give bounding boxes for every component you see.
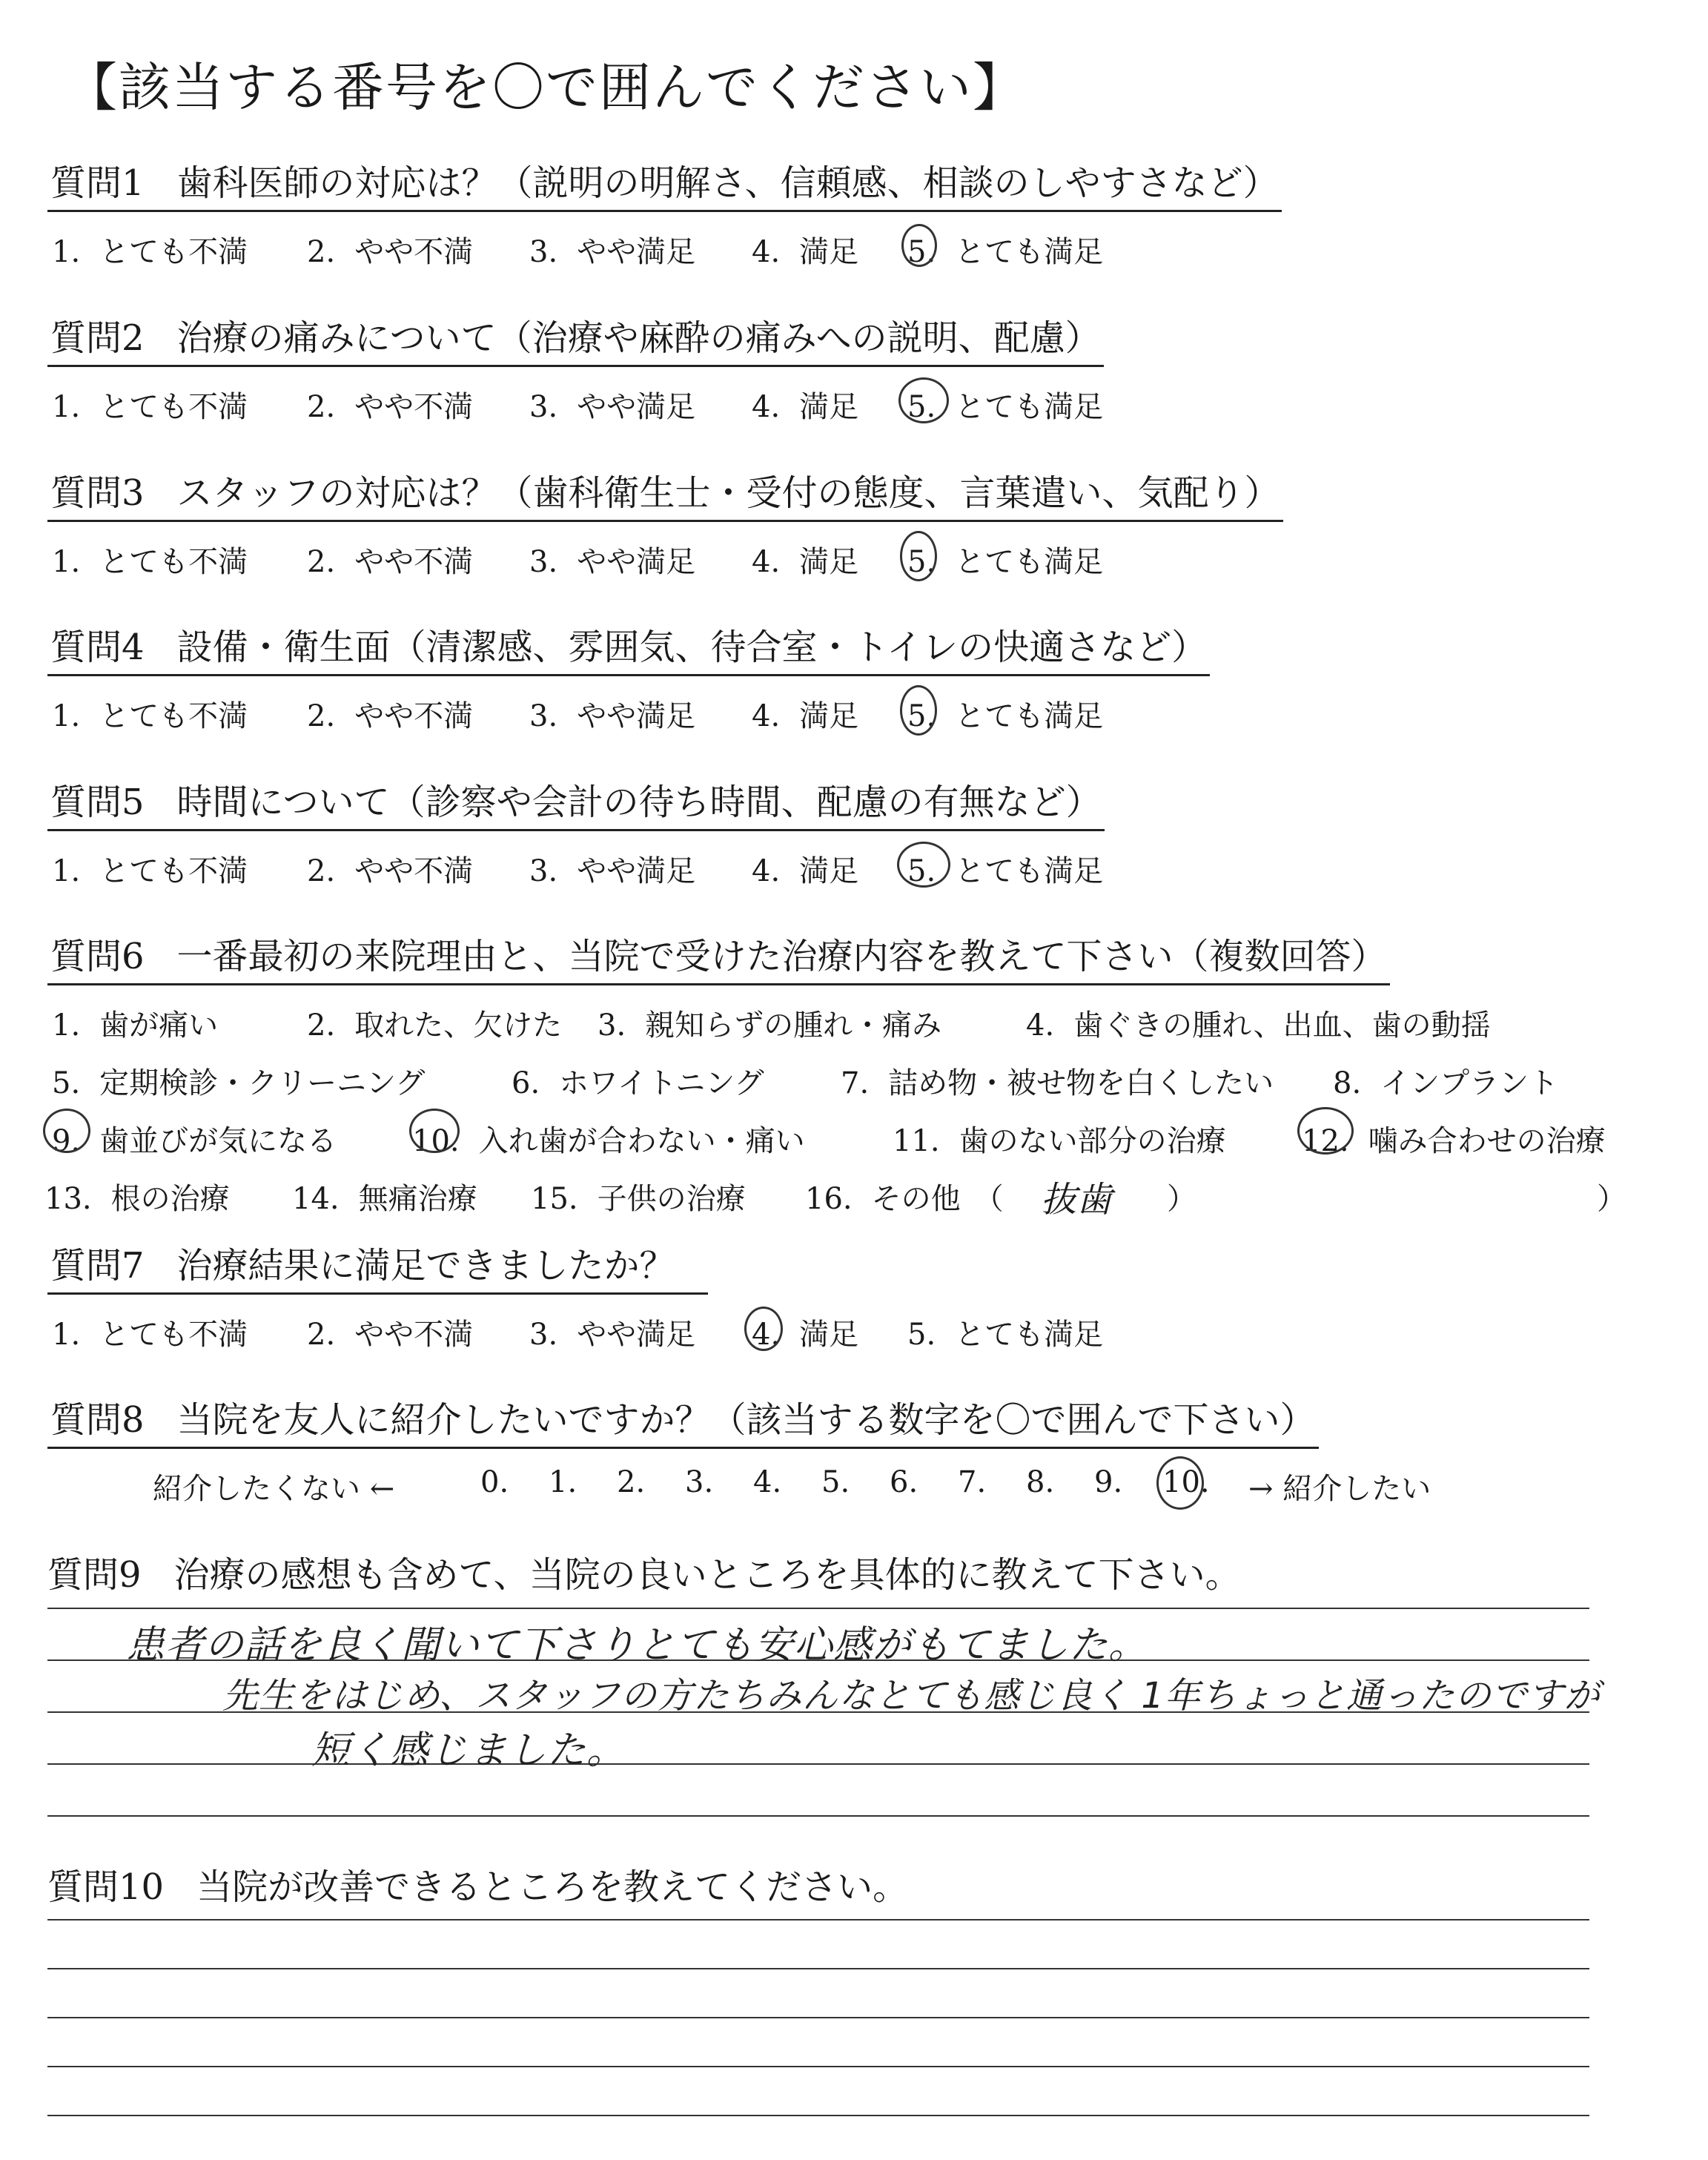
scale-option-1[interactable]: 1. とても不満 [52,235,248,269]
scale-option-3[interactable]: 3. やや満足 [529,854,696,888]
question-7-title [47,1237,708,1295]
answer-line [47,1919,1589,1920]
question-text: 歯科医師の対応は？（説明の明解さ、信頼感、相談のしやすさなど） [176,162,1279,204]
answer-line [47,1608,1589,1609]
scale-right-label: → 紹介したい [1248,1472,1431,1506]
scale-option-1[interactable]: 1. とても不満 [52,854,248,888]
scale-left-label: 紹介したくない ← [153,1472,395,1506]
score-3[interactable]: 3. [685,1465,714,1499]
scale-option-2[interactable]: 2. やや不満 [307,1318,474,1352]
selection-circle [1297,1107,1354,1155]
selection-circle [43,1109,90,1153]
question-label: 質問3 [50,472,145,514]
scale-option-4[interactable]: 4. 満足 [752,854,859,888]
score-7[interactable]: 7. [958,1465,987,1499]
score-6[interactable]: 6. [890,1465,918,1499]
question-text: スタッフの対応は？（歯科衛生士・受付の態度、言葉遣い、気配り） [176,472,1280,514]
question-4-title [47,618,1210,676]
selection-circle [744,1307,783,1351]
option-11[interactable]: 11. 歯のない部分の治療 [893,1124,1226,1158]
score-1[interactable]: 1. [549,1465,577,1499]
scale-option-5[interactable]: 5. とても満足 [907,854,1104,888]
question-label: 質問7 [50,1245,145,1287]
question-2-title [47,309,1104,367]
score-2[interactable]: 2. [617,1465,646,1499]
question-3-title [47,464,1283,522]
scale-option-5[interactable]: 5. とても満足 [907,545,1104,579]
selection-circle [900,531,937,581]
option-5[interactable]: 5. 定期検診・クリーニング [52,1066,426,1100]
question-10-title [47,1858,908,1909]
score-8[interactable]: 8. [1026,1465,1055,1499]
question-5-title [47,773,1105,831]
question-5-scale [47,842,1105,894]
scale-option-5[interactable]: 5. とても満足 [907,390,1104,424]
scale-option-1[interactable]: 1. とても不満 [52,1318,248,1352]
selection-circle [900,685,937,736]
question-6 [44,928,1626,1233]
question-1 [47,154,1282,274]
question-8-scale [47,1459,1431,1511]
question-8-title [47,1391,1319,1449]
question-text: 治療の感想も含めて、当院の良いところを具体的に教えて下さい。 [173,1554,1241,1596]
question-1-title [47,154,1282,212]
option-14[interactable]: 14. 無痛治療 [292,1182,477,1216]
answer-line [47,2115,1589,2116]
question-7 [47,1237,1104,1357]
question-4-scale [47,687,1210,739]
answer-line [47,1763,1589,1765]
question-label: 質問1 [50,162,145,204]
option-12[interactable]: 12. 噛み合わせの治療 [1302,1124,1606,1158]
scale-option-4[interactable]: 4. 満足 [752,235,859,269]
scale-option-3[interactable]: 3. やや満足 [529,545,696,579]
option-16[interactable]: 16. その他 （ [805,1182,1004,1216]
option-9[interactable]: 9. 歯並びが気になる [52,1124,337,1158]
scale-option-3[interactable]: 3. やや満足 [529,1318,696,1352]
scale-option-5[interactable]: 5. とても満足 [907,1318,1104,1352]
question-label: 質問9 [47,1554,142,1596]
scale-option-3[interactable]: 3. やや満足 [529,699,696,733]
answer-line [47,1815,1589,1817]
option-2[interactable]: 2. 取れた、欠けた [307,1008,563,1043]
scale-option-2[interactable]: 2. やや不満 [307,390,474,424]
scale-option-5[interactable]: 5. とても満足 [907,235,1104,269]
form-header: 【該当する番号を〇で囲んでください】 [65,57,1026,118]
question-2-scale [47,377,1104,429]
option-3[interactable]: 3. 親知らずの腫れ・痛み [598,1008,942,1043]
option-13[interactable]: 13. 根の治療 [44,1182,230,1216]
question-3 [47,464,1283,584]
question-9 [47,1546,1241,1597]
selection-circle [409,1109,460,1153]
option-4[interactable]: 4. 歯ぐきの腫れ、出血、歯の動揺 [1026,1008,1491,1043]
option-6[interactable]: 6. ホワイトニング [512,1066,764,1100]
option-7[interactable]: 7. 詰め物・被せ物を白くしたい [841,1066,1274,1100]
option-8[interactable]: 8. インプラント [1333,1066,1559,1100]
handwritten-answer-line-1: 患者の話を良く聞いて下さりとても安心感がもてました。 [126,1623,1148,1668]
question-text: 当院を友人に紹介したいですか？（該当する数字を〇で囲んで下さい） [176,1399,1316,1441]
scale-option-4[interactable]: 4. 満足 [752,1318,859,1352]
scale-option-1[interactable]: 1. とても不満 [52,390,248,424]
question-text: 一番最初の来院理由と、当院で受けた治療内容を教えて下さい（複数回答） [176,936,1387,977]
scale-option-4[interactable]: 4. 満足 [752,699,859,733]
question-1-scale [47,222,1282,274]
question-5 [47,773,1105,894]
score-10[interactable]: 10. [1162,1465,1210,1499]
answer-line [47,2017,1589,2018]
scale-option-3[interactable]: 3. やや満足 [529,235,696,269]
question-3-scale [47,532,1283,584]
scale-option-3[interactable]: 3. やや満足 [529,390,696,424]
score-5[interactable]: 5. [821,1465,850,1499]
question-4 [47,618,1210,739]
question-label: 質問6 [50,936,145,977]
scale-option-4[interactable]: 4. 満足 [752,545,859,579]
other-handwritten-answer: 抜歯 [1041,1179,1113,1221]
question-text: 時間について（診察や会計の待ち時間、配慮の有無など） [176,782,1102,823]
question-8 [47,1391,1431,1511]
question-label: 質問10 [47,1866,165,1908]
scale-option-1[interactable]: 1. とても不満 [52,545,248,579]
question-text: 設備・衛生面（清潔感、雰囲気、待合室・トイレの快適さなど） [176,627,1208,668]
question-6-options [44,996,1626,1233]
question-9-title [47,1546,1241,1597]
option-10[interactable]: 10. 入れ歯が合わない・痛い [412,1124,805,1158]
question-label: 質問2 [50,317,145,359]
question-text: 治療結果に満足できましたか？ [176,1245,675,1287]
scale-option-5[interactable]: 5. とても満足 [907,699,1104,733]
question-7-scale [47,1305,1104,1357]
scale-option-2[interactable]: 2. やや不満 [307,699,474,733]
handwritten-answer-line-2: 先生をはじめ、スタッフの方たちみんなとても感じ良く 1年ちょっと通ったのですが [222,1675,1601,1717]
selection-circle [898,377,949,423]
scale-option-4[interactable]: 4. 満足 [752,390,859,424]
question-label: 質問4 [50,627,145,668]
question-label: 質問8 [50,1399,145,1441]
scale-option-2[interactable]: 2. やや不満 [307,854,474,888]
selection-circle [1156,1456,1204,1510]
option-1[interactable]: 1. 歯が痛い [52,1008,219,1043]
question-text: 治療の痛みについて（治療や麻酔の痛みへの説明、配慮） [176,317,1101,359]
score-4[interactable]: 4. [753,1465,782,1499]
answer-line [47,1968,1589,1969]
other-close-paren: ） [1597,1182,1626,1216]
question-6-title [47,928,1390,985]
question-text: 当院が改善できるところを教えてください。 [196,1866,909,1908]
scale-option-1[interactable]: 1. とても不満 [52,699,248,733]
answer-line [47,2066,1589,2067]
question-2 [47,309,1104,429]
question-label: 質問5 [50,782,145,823]
selection-circle [901,224,937,267]
scale-option-2[interactable]: 2. やや不満 [307,235,474,269]
score-0[interactable]: 0. [480,1465,509,1499]
score-9[interactable]: 9. [1094,1465,1123,1499]
other-close-paren-inner: ） [1167,1182,1196,1216]
scale-option-2[interactable]: 2. やや不満 [307,545,474,579]
option-15[interactable]: 15. 子供の治療 [531,1182,746,1216]
question-10 [47,1858,908,1909]
selection-circle [897,842,950,888]
handwritten-answer-line-3: 短く感じました。 [311,1728,626,1773]
